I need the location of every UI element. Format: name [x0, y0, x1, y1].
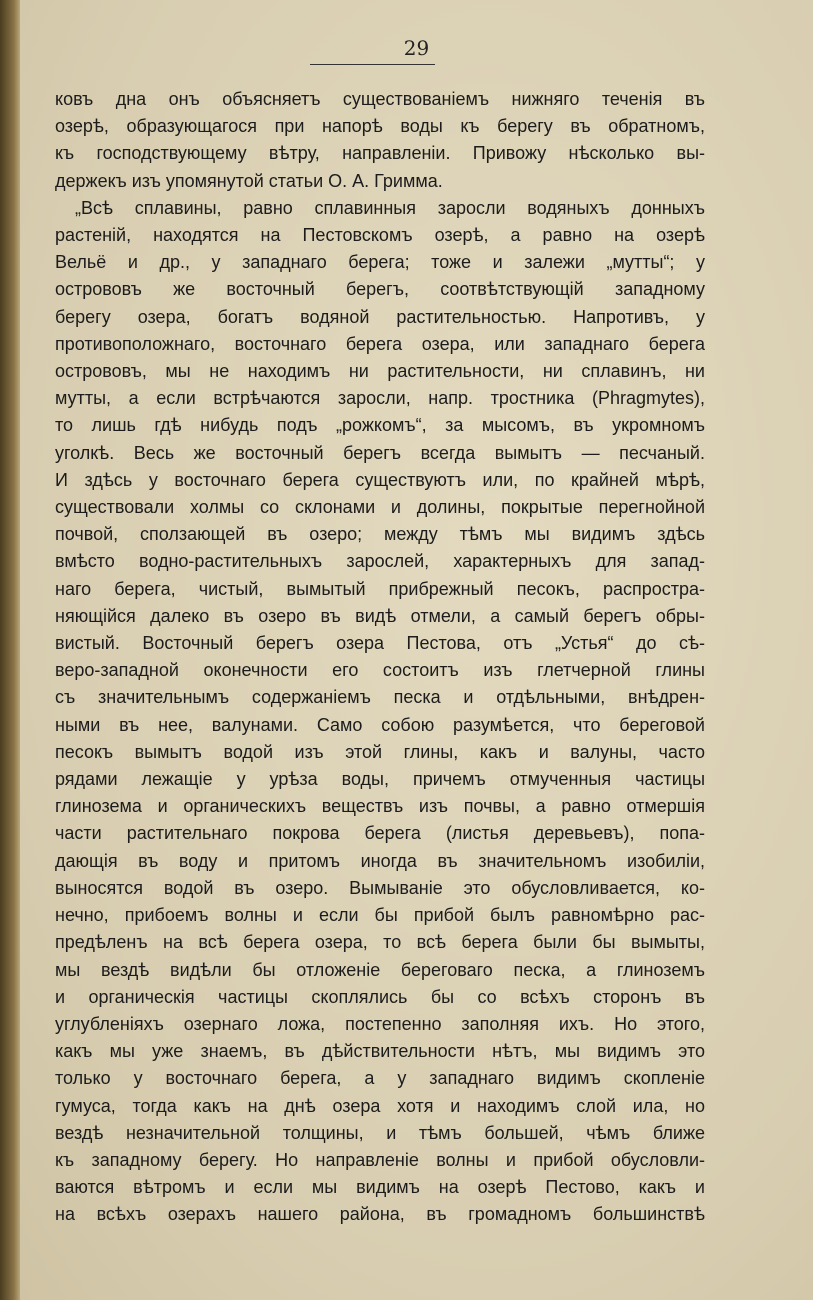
text-line: вистый. Восточный берегъ озера Пестова, отъ „Устья“ до сѣ-	[55, 633, 705, 654]
text-line: И здѣсь у восточнаго берега существуютъ или, по крайней мѣрѣ,	[55, 469, 705, 490]
text-line: вмѣсто водно-растительныхъ зарослей, характерныхъ для запад-	[55, 551, 705, 572]
text-line: дающія въ воду и притомъ иногда въ значительномъ изобиліи,	[55, 850, 705, 871]
body-text	[55, 86, 705, 1229]
text-line: существовали холмы со склонами и долины, покрытые перегнойной	[55, 497, 705, 518]
text-line: гумуса, тогда какъ на днѣ озера хотя и находимъ слой ила, но	[55, 1095, 705, 1116]
text-line: наго берега, чистый, вымытый прибрежный песокъ, распростра-	[55, 578, 705, 599]
page-number: 29	[403, 36, 430, 60]
text-line: и органическія частицы скоплялись бы со всѣхъ сторонъ въ	[55, 986, 705, 1007]
text-line: выносятся водой въ озеро. Вымываніе это обусловливается, ко-	[55, 877, 705, 898]
text-line: вездѣ незначительной толщины, и тѣмъ большей, чѣмъ ближе	[55, 1122, 705, 1143]
text-line: острововъ, мы не находимъ ни растительности, ни сплавинъ, ни	[55, 361, 705, 382]
text-line: къ западному берегу. Но направленіе волны и прибой обусловли-	[55, 1149, 705, 1170]
text-line: няющійся далеко въ озеро въ видѣ отмели, а самый берегъ обры-	[55, 605, 705, 626]
text-line: предѣленъ на всѣ берега озера, то всѣ берега были бы вымыты,	[55, 932, 705, 953]
text-line: „Всѣ сплавины, равно сплавинныя заросли водяныхъ донныхъ	[75, 197, 705, 218]
text-line: рядами лежащіе у урѣза воды, причемъ отмученныя частицы	[55, 769, 705, 790]
text-line: углубленіяхъ озернаго ложа, постепенно заполняя ихъ. Но этого,	[55, 1013, 705, 1034]
text-line: мутты, а если встрѣчаются заросли, напр. тростника (Phragmytes),	[55, 388, 705, 409]
text-line: веро-западной оконечности его состоитъ изъ глетчерной глины	[55, 660, 705, 681]
text-line: то лишь гдѣ нибудь подъ „рожкомъ“, за мысомъ, въ укромномъ	[55, 415, 705, 436]
text-line: только у восточнаго берега, а у западнаго видимъ скопленіе	[55, 1068, 705, 1089]
text-line: на всѣхъ озерахъ нашего района, въ громадномъ большинствѣ	[55, 1204, 705, 1225]
book-page	[20, 0, 813, 1300]
text-line: глинозема и органическихъ веществъ изъ почвы, а равно отмершія	[55, 796, 705, 817]
text-line: нечно, прибоемъ волны и если бы прибой былъ равномѣрно рас-	[55, 905, 705, 926]
text-line: противоположнаго, восточнаго берега озера, или западнаго берега	[55, 333, 705, 354]
text-line: части растительнаго покрова берега (листья деревьевъ), попа-	[55, 823, 705, 844]
text-line: держекъ изъ упомянутой статьи О. А. Гримма.	[55, 170, 443, 191]
text-line: какъ мы уже знаемъ, въ дѣйствительности нѣтъ, мы видимъ это	[55, 1041, 705, 1062]
text-line: ваются вѣтромъ и если мы видимъ на озерѣ Пестово, какъ и	[55, 1177, 705, 1198]
text-line: ными въ нее, валунами. Само собою разумѣется, что береговой	[55, 714, 705, 735]
text-line: почвой, сползающей въ озеро; между тѣмъ мы видимъ здѣсь	[55, 524, 705, 545]
book-spine-edge	[0, 0, 20, 1300]
text-line: песокъ вымытъ водой изъ этой глины, какъ и валуны, часто	[55, 741, 705, 762]
text-line: Вельё и др., у западнаго берега; тоже и залежи „мутты“; у	[55, 252, 705, 273]
text-line: съ значительнымъ содержаніемъ песка и отдѣльными, внѣдрен-	[55, 687, 705, 708]
text-line: берегу озера, богатъ водяной растительностью. Напротивъ, у	[55, 306, 705, 327]
text-line: острововъ же восточный берегъ, соотвѣтствующій западному	[55, 279, 705, 300]
text-line: мы вездѣ видѣли бы отложеніе береговаго песка, а глиноземъ	[55, 959, 705, 980]
text-line: озерѣ, образующагося при напорѣ воды къ берегу въ обратномъ,	[55, 116, 705, 137]
text-line: уголкѣ. Весь же восточный берегъ всегда вымытъ — песчаный.	[55, 442, 705, 463]
text-line: къ господствующему вѣтру, направленіи. Привожу нѣсколько вы-	[55, 143, 705, 164]
text-line: ковъ дна онъ объясняетъ существованіемъ нижняго теченія въ	[55, 89, 705, 109]
text-line: растеній, находятся на Пестовскомъ озерѣ, а равно на озерѣ	[55, 225, 705, 246]
header-rule	[310, 64, 435, 65]
